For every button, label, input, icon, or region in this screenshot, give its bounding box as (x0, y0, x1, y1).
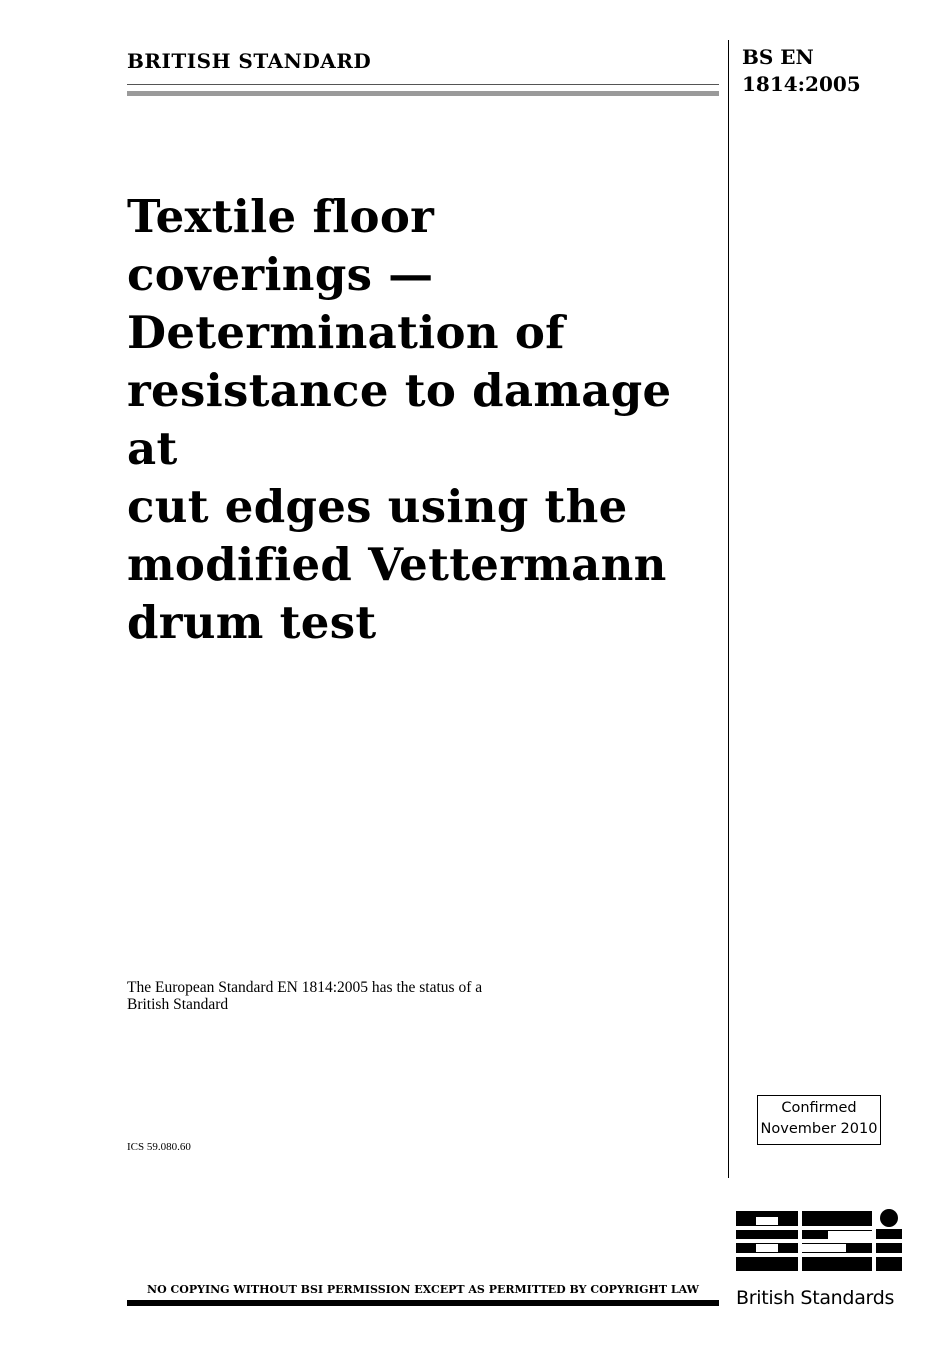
footer-rule (127, 1300, 719, 1306)
document-number-line-2: 1814:2005 (742, 72, 861, 96)
confirmed-date: November 2010 (760, 1121, 878, 1137)
title-line: coverings — (127, 248, 434, 301)
bsi-logo-icon (736, 1209, 906, 1273)
title-line: cut edges using the (127, 480, 628, 533)
status-line: The European Standard EN 1814:2005 has the status of a (127, 979, 483, 996)
title-line: Textile floor (127, 190, 435, 243)
document-number (742, 44, 861, 98)
document-title (127, 188, 727, 652)
standard-type-label: BRITISH STANDARD (127, 49, 372, 73)
copyright-notice: NO COPYING WITHOUT BSI PERMISSION EXCEPT AS PERMITTED BY COPYRIGHT LAW (147, 1283, 699, 1296)
document-number-line-1: BS EN (742, 45, 814, 69)
ics-code: ICS 59.080.60 (127, 1141, 191, 1153)
title-line: modified Vettermann (127, 538, 667, 591)
title-line: Determination of (127, 306, 565, 359)
header-rule-thick (127, 91, 719, 96)
header-rule-thin (127, 84, 719, 85)
vertical-divider (728, 40, 729, 1178)
confirmed-stamp (757, 1095, 881, 1145)
bsi-brand-name: British Standards (736, 1287, 895, 1309)
status-line: British Standard (127, 996, 229, 1013)
status-statement (127, 979, 587, 1013)
confirmed-label: Confirmed (781, 1100, 857, 1116)
title-line: resistance to damage at (127, 364, 672, 475)
title-line: drum test (127, 596, 377, 649)
